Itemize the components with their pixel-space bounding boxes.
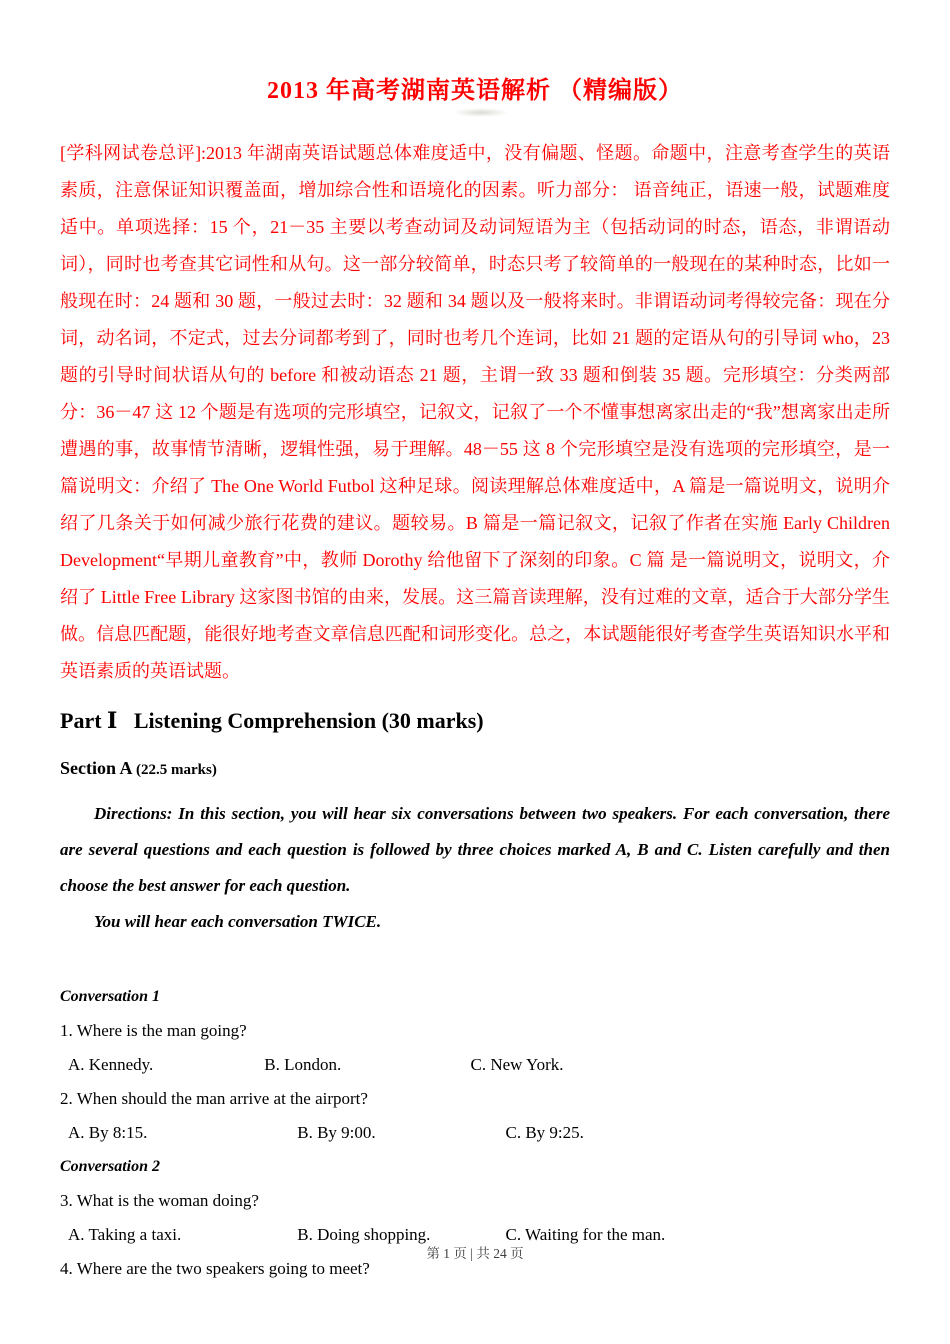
question-2-choice-a: A. By 8:15. [68, 1123, 148, 1142]
section-heading [60, 757, 890, 782]
conversation-2-label: Conversation 2 [60, 1158, 161, 1175]
part-heading: Part Ⅰ Listening Comprehension (30 marks) [60, 708, 484, 733]
question-4-text: 4. Where are the two speakers going to meet? [60, 1259, 370, 1278]
question-2-choices [60, 1122, 890, 1143]
question-2-choice-b: B. By 9:00. [297, 1123, 376, 1142]
question-3-choice-c: C. Waiting for the man. [505, 1225, 666, 1244]
document-title: 2013 年高考湖南英语解析 （精编版） [267, 78, 683, 104]
section-marks: (22.5 marks) [136, 762, 217, 778]
question-3-text: 3. What is the woman doing? [60, 1191, 259, 1210]
twice-note: You will hear each conversation TWICE. [94, 912, 382, 931]
exam-review-paragraph: [学科网试卷总评]:2013 年湖南英语试题总体难度适中，没有偏题、怪题。命题中，注意考查学生的英语素质，注意保证知识覆盖面，增加综合性和语境化的因素。听力部分： 语音纯正，语速一般，试题难度适中。单项选择：15 个，21－35 主要以考查动词及动词短语为主（包括动词的时态，语态，非谓语动词），同时也考查其它词性和从句。这一部分较简单，时态只考了较简单的一般现在的某种时态，比如一般现在时：24 题和 30 题，一般过去时：32 题和 34 题以及一般将来时。非谓语动词考得较完备：现在分词，动名词，不定式，过去分词都考到了，同时也考几个连词，比如 21 题的定语从句的引导词 who，23 题的引导时间状语从句的 before 和被动语态 21 题，主谓一致 33 题和倒装 35 题。完形填空：分类两部分：36－47 这 12 个题是有选项的完形填空，记叙文，记叙了一个不懂事想离家出走的“我”想离家出走所遭遇的事，故事情节清晰，逻辑性强，易于理解。48－55 这 8 个完形填空是没有选项的完形填空，是一篇说明文：介绍了 The One World Futbol 这种足球。阅读理解总体难度适中，A 篇是一篇说明文，说明介绍了几条关于如何减少旅行花费的建议。题较易。B 篇是一篇记叙文，记叙了作者在实施 Early Children Development“早期儿童教育”中，教师 Dorothy 给他留下了深刻的印象。C 篇 是一篇说明文，说明文，介绍了 Little Free Library 这家图书馆的由来，发展。这三篇音读理解，没有过难的文章，适合于大部分学生做。信息匹配题，能很好地考查文章信息匹配和词形变化。总之，本试题能很好考查学生英语知识水平和英语素质的英语试题。 [60, 143, 890, 681]
question-1-choice-a: A. Kennedy. [68, 1055, 154, 1074]
page-footer: 第 1 页 | 共 24 页 [426, 1246, 524, 1261]
section-name: Section A [60, 758, 132, 778]
question-2-choice-c: C. By 9:25. [505, 1123, 584, 1142]
question-1-text: 1. Where is the man going? [60, 1021, 247, 1040]
conversation-1-label: Conversation 1 [60, 988, 161, 1005]
title-smudge-artifact [453, 108, 509, 117]
directions-paragraph: Directions: In this section, you will hear six conversations between two speakers. For each conversation, there are several questions and each question is followed by three choices marked A, B and C. Listen carefully and then choose the best answer for each question. [60, 804, 890, 895]
question-1-choice-c: C. New York. [470, 1055, 564, 1074]
question-1-choices [60, 1054, 890, 1075]
question-2-text: 2. When should the man arrive at the airport? [60, 1089, 368, 1108]
question-3-choice-a: A. Taking a taxi. [68, 1225, 182, 1244]
question-3-choice-b: B. Doing shopping. [297, 1225, 431, 1244]
question-1-choice-b: B. London. [264, 1055, 342, 1074]
